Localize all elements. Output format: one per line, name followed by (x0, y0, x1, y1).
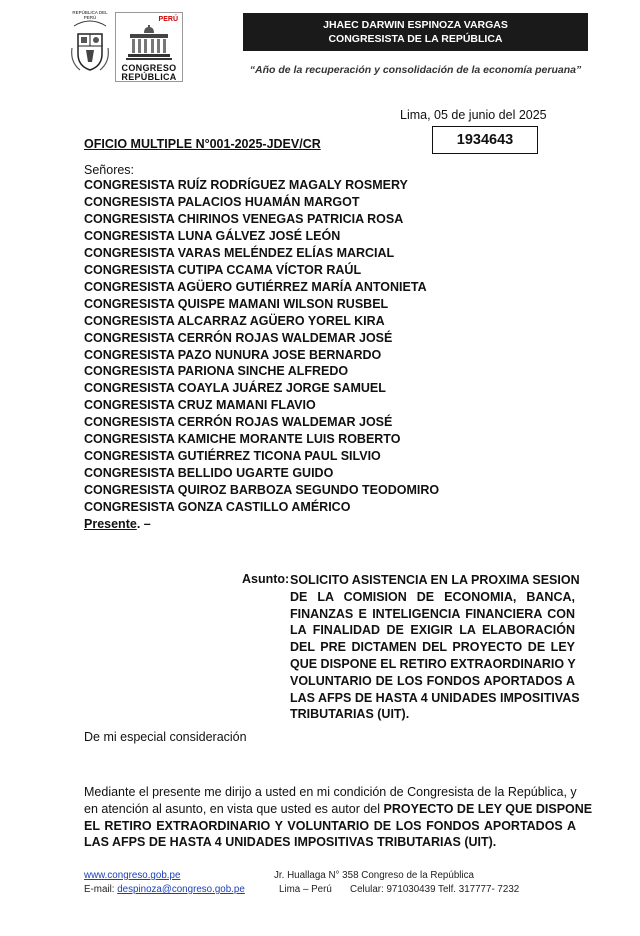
email-label: E-mail: (84, 884, 118, 895)
recipient-item: CONGRESISTA CHIRINOS VENEGAS PATRICIA ROSA (84, 211, 404, 226)
logo-country: PERÚ (158, 16, 178, 23)
body-line-3: EL RETIRO EXTRAORDINARIO Y VOLUNTARIO DE LOS FONDOS APORTADOS A (84, 818, 576, 833)
letter-date: Lima, 05 de junio del 2025 (400, 108, 547, 122)
recipient-item: CONGRESISTA CERRÓN ROJAS WALDEMAR JOSÉ (84, 415, 393, 430)
asunto-line: LA FINALIDAD DE EXIGIR LA ELABORACIÓN (290, 623, 575, 638)
asunto-line: FINANZAS E INTELIGENCIA FINANCIERA CON (290, 606, 575, 621)
asunto-line: SOLICITO ASISTENCIA EN LA PROXIMA SESION (290, 573, 580, 587)
recipient-item: CONGRESISTA GONZA CASTILLO AMÉRICO (84, 500, 351, 515)
salutation: Señores: (84, 163, 135, 177)
recipient-item: CONGRESISTA CERRÓN ROJAS WALDEMAR JOSÉ (84, 330, 393, 345)
asunto-label: Asunto: (242, 572, 290, 586)
recipient-item: CONGRESISTA PAZO NUNURA JOSE BERNARDO (84, 347, 382, 362)
website-link[interactable]: www.congreso.gob.pe (84, 870, 181, 881)
asunto-line: DEL PRE DICTAMEN DEL PROYECTO DE LEY (290, 640, 575, 655)
asunto-line: LAS AFPS DE HASTA 4 UNIDADES IMPOSITIVAS (290, 690, 580, 705)
email-link[interactable]: despinoza@congreso.gob.pe (117, 884, 245, 895)
consideration-line: De mi especial consideración (84, 730, 247, 744)
body-line-2-bold: PROYECTO DE LEY QUE DISPONE (383, 801, 593, 816)
registry-number-box: 1934643 (432, 126, 538, 154)
recipient-item: CONGRESISTA QUISPE MAMANI WILSON RUSBEL (84, 296, 389, 311)
recipient-item: CONGRESISTA CRUZ MAMANI FLAVIO (84, 398, 316, 413)
recipient-item: CONGRESISTA PARIONA SINCHE ALFREDO (84, 364, 349, 379)
presente-tail: . – (136, 517, 151, 531)
recipient-item: CONGRESISTA VARAS MELÉNDEZ ELÍAS MARCIAL (84, 245, 395, 260)
recipient-item: CONGRESISTA ALCARRAZ AGÜERO YOREL KIRA (84, 313, 385, 328)
banner-title: CONGRESISTA DE LA REPÚBLICA (328, 33, 503, 45)
recipient-item: CONGRESISTA RUÍZ RODRÍGUEZ MAGALY ROSMERY (84, 178, 408, 192)
body-line-2 (84, 801, 593, 818)
recipient-item: CONGRESISTA COAYLA JUÁREZ JORGE SAMUEL (84, 381, 386, 396)
shield-caption: REPÚBLICA DEL PERÚ (72, 10, 108, 20)
asunto-line: TRIBUTARIAS (UIT). (290, 707, 410, 722)
asunto-line: VOLUNTARIO DE LOS FONDOS APORTADOS A (290, 673, 575, 688)
recipient-item: CONGRESISTA BELLIDO UGARTE GUIDO (84, 466, 334, 481)
recipient-item: CONGRESISTA PALACIOS HUAMÁN MARGOT (84, 194, 360, 209)
congress-building-icon (126, 25, 172, 61)
logo-word-congreso: CONGRESO (121, 63, 177, 73)
logo-word-republica: REPÚBLICA (121, 72, 177, 82)
congreso-logo (115, 12, 183, 82)
national-shield-icon (70, 18, 110, 74)
asunto-line: DE LA COMISION DE ECONOMIA, BANCA, (290, 589, 575, 604)
presente-word: Presente (84, 517, 137, 531)
recipient-item: CONGRESISTA QUIROZ BARBOZA SEGUNDO TEODOMIRO (84, 483, 440, 498)
asunto-text (290, 572, 580, 723)
body-line-1: Mediante el presente me dirijo a usted en mi condición de Congresista de la República, y (84, 785, 577, 799)
body-paragraph (84, 784, 593, 851)
footer-email (84, 884, 245, 895)
banner-name: JHAEC DARWIN ESPINOZA VARGAS (323, 19, 508, 31)
footer-website[interactable] (84, 870, 180, 881)
footer-phone: Celular: 971030439 Telf. 317777- 7232 (350, 884, 520, 895)
recipient-item: CONGRESISTA KAMICHE MORANTE LUIS ROBERTO (84, 432, 401, 447)
body-line-2-normal: en atención al asunto, en vista que usted es autor del (84, 801, 384, 816)
year-motto: “Año de la recuperación y consolidación de la economía peruana” (249, 64, 582, 76)
asunto-line: QUE DISPONE EL RETIRO EXTRAORDINARIO Y (290, 656, 576, 671)
recipient-item: CONGRESISTA LUNA GÁLVEZ JOSÉ LEÓN (84, 228, 341, 243)
footer-city: Lima – Perú (279, 884, 332, 895)
recipient-item: CONGRESISTA GUTIÉRREZ TICONA PAUL SILVIO (84, 449, 381, 464)
recipient-item: CONGRESISTA CUTIPA CCAMA VÍCTOR RAÚL (84, 262, 362, 277)
body-line-4: LAS AFPS DE HASTA 4 UNIDADES IMPOSITIVAS TRIBUTARIAS (UIT). (84, 835, 497, 850)
congressman-banner (243, 13, 588, 51)
recipient-item: CONGRESISTA AGÜERO GUTIÉRREZ MARÍA ANTONIETA (84, 279, 427, 294)
oficio-number: OFICIO MULTIPLE N°001-2025-JDEV/CR (84, 137, 321, 151)
footer-address: Jr. Huallaga N° 358 Congreso de la República (274, 870, 474, 881)
presente-line (84, 517, 151, 531)
